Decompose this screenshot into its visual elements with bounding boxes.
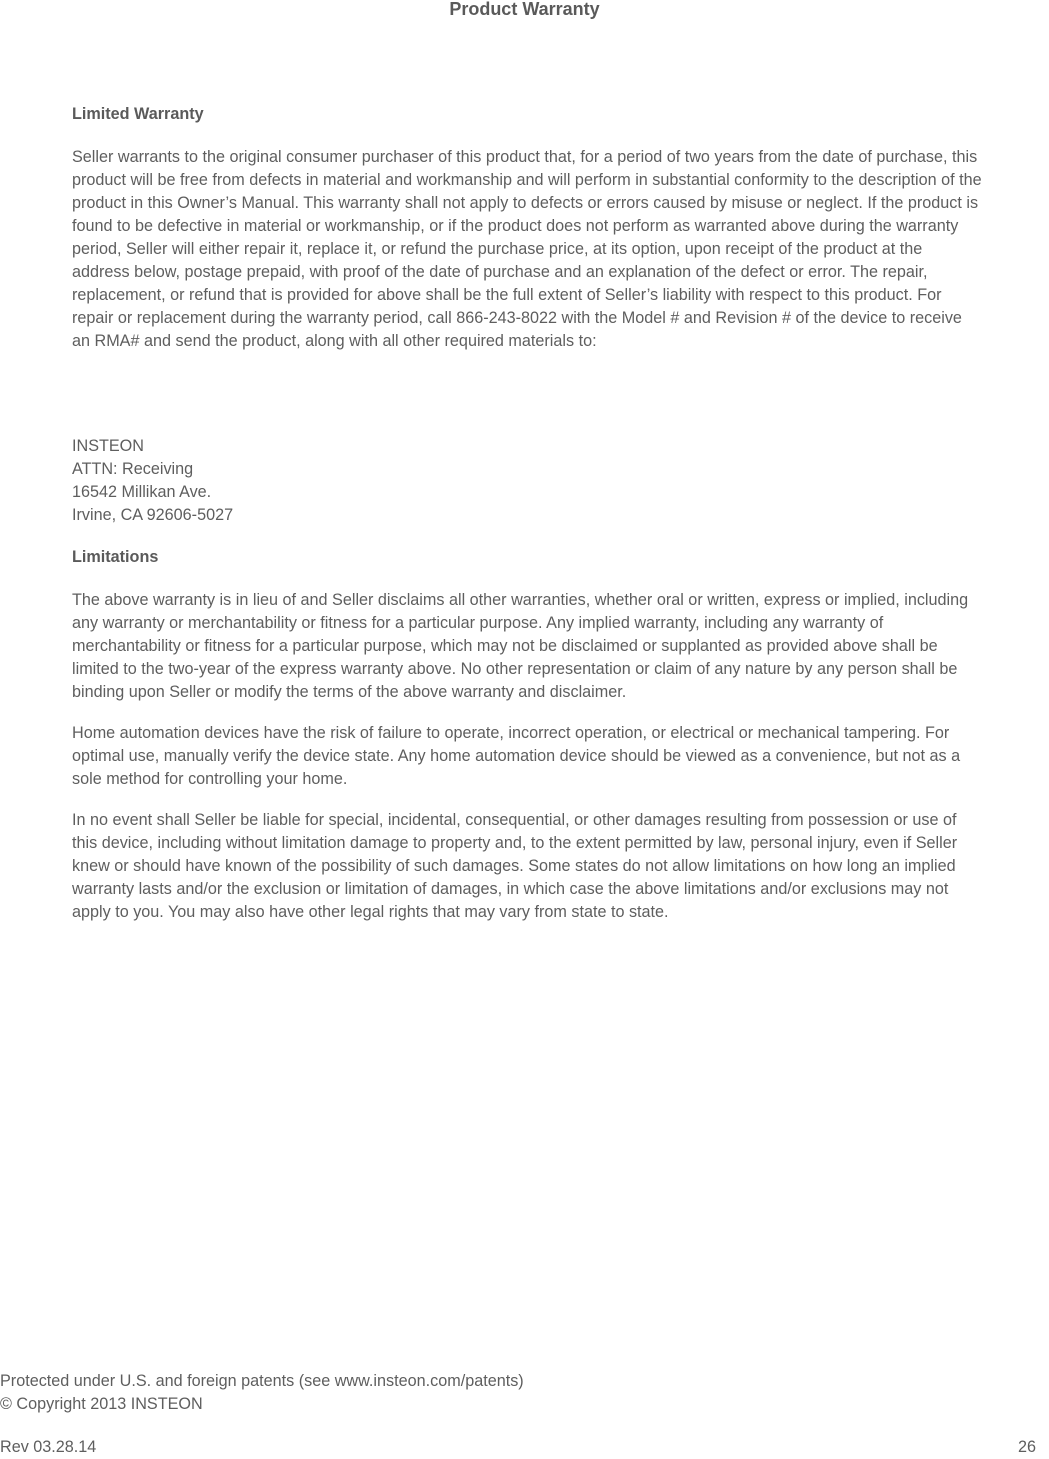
limitations-paragraph-liability: In no event shall Seller be liable for special, incidental, consequential, or other damages resulting from possession or use of this device, including without limitation damage to property and, to the extent permitted by law, personal injury, even if Seller knew or should have known of the possibility of such damages. Some states do not allow limitations on how long an implied warranty lasts and/or the exclusion or limitation of damages, in which case the above limitations and/or exclusions may not apply to you. You may also have other legal rights that may vary from state to state. (72, 811, 958, 921)
limitations-paragraph-risk: Home automation devices have the risk of failure to operate, incorrect operation, or electrical or mechanical tampering. For optimal use, manually verify the device state. Any home automation device should be viewed as a convenience, but not as a sole method for controlling your home. (72, 724, 961, 788)
revision-label: Rev 03.28.14 (0, 1438, 97, 1456)
mailing-address (72, 435, 233, 527)
footer-legal (0, 1370, 524, 1416)
limited-warranty-body: Seller warrants to the original consumer purchaser of this product that, for a period of two years from the date of purchase, this product will be free from defects in material and workmanship and will perform in substantial conformity to the description of the product in this Owner’s Manual. This warranty shall not apply to defects or errors caused by misuse or neglect. If the product is found to be defective in material or workmanship, or if the product does not perform as warranted above during the warranty period, Seller will either repair it, replace it, or refund the purchase price, at its option, upon receipt of the product at the address below, postage prepaid, with proof of the date of purchase and an explanation of the defect or error. The repair, replacement, or refund that is provided for above shall be the full extent of Seller’s liability with respect to this product. For repair or replacement during the warranty period, call 866-243-8022 with the Model # and Revision # of the device to receive an RMA# and send the product, along with all other required materials to: (72, 148, 982, 350)
limited-warranty-heading: Limited Warranty (72, 105, 204, 123)
address-line-street: 16542 Millikan Ave. (72, 483, 212, 501)
page-number: 26 (1017, 1438, 1036, 1456)
address-line-company: INSTEON (72, 437, 144, 455)
copyright-notice: © Copyright 2013 INSTEON (0, 1395, 203, 1413)
limitations-paragraph-disclaimer: The above warranty is in lieu of and Seller disclaims all other warranties, whether oral or written, express or implied, including any warranty or merchantability or fitness for a particular purpose. Any implied warranty, including any warranty of merchantability or fitness for a particular purpose, which may not be disclaimed or supplanted as provided above shall be limited to the two-year of the express warranty above. No other representation or claim of any nature by any person shall be binding upon Seller or modify the terms of the above warranty and disclaimer. (72, 591, 969, 701)
patent-notice: Protected under U.S. and foreign patents (see www.insteon.com/patents) (0, 1372, 524, 1390)
page-title: Product Warranty (449, 0, 600, 19)
limited-warranty-section (72, 103, 982, 353)
limitations-section (72, 546, 982, 942)
address-line-city: Irvine, CA 92606-5027 (72, 506, 234, 524)
limitations-heading: Limitations (72, 548, 159, 566)
address-line-attn: ATTN: Receiving (72, 460, 194, 478)
